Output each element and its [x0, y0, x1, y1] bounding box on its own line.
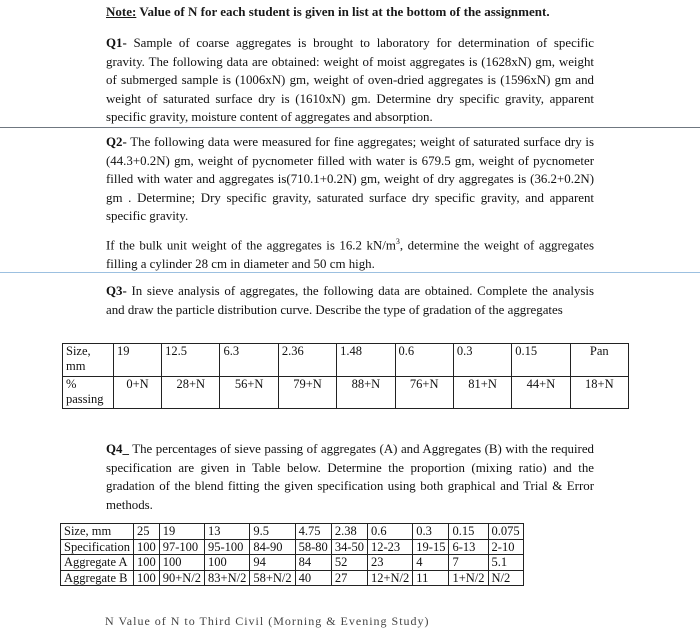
mix-table — [60, 523, 524, 586]
q4-label: Q4_ — [106, 442, 129, 456]
mix-cell: 95-100 — [205, 539, 250, 555]
mix-row-aggregate-a — [61, 555, 524, 571]
sieve-passing-cell: 0+N — [114, 377, 162, 409]
mix-cell: 4 — [413, 555, 449, 571]
mix-cell: 58+N/2 — [250, 570, 295, 586]
q2b-superscript: 3 — [395, 237, 400, 246]
mix-cell: 13 — [205, 524, 250, 540]
question-4 — [106, 440, 594, 514]
assignment-note — [106, 4, 550, 20]
mix-cell: 1+N/2 — [449, 570, 488, 586]
mix-cell: 40 — [295, 570, 331, 586]
sieve-size-cell: 1.48 — [337, 344, 395, 377]
mix-cell: 100 — [159, 555, 204, 571]
sieve-passing-cell: 79+N — [278, 377, 336, 409]
mix-cell: 84 — [295, 555, 331, 571]
question-2 — [106, 133, 594, 226]
mix-row-specification — [61, 539, 524, 555]
mix-cell: 83+N/2 — [205, 570, 250, 586]
question-2-part-b — [106, 233, 594, 273]
mix-cell: 12-23 — [367, 539, 412, 555]
mix-cell: 58-80 — [295, 539, 331, 555]
mix-cell: 100 — [133, 570, 159, 586]
sieve-size-cell: 2.36 — [278, 344, 336, 377]
mix-cell: 12+N/2 — [367, 570, 412, 586]
question-1 — [106, 34, 594, 127]
q3-label: Q3- — [106, 284, 127, 298]
mix-cell: 6-13 — [449, 539, 488, 555]
mix-cell: 97-100 — [159, 539, 204, 555]
mix-cell: 4.75 — [295, 524, 331, 540]
divider-1 — [0, 127, 700, 128]
mix-cell: 90+N/2 — [159, 570, 204, 586]
note-label: Note: — [106, 4, 137, 19]
mix-row-label: Size, mm — [61, 524, 134, 540]
sieve-passing-cell: 28+N — [162, 377, 220, 409]
sieve-passing-row — [63, 377, 629, 409]
q2-label: Q2- — [106, 135, 127, 149]
sieve-passing-cell: 76+N — [395, 377, 453, 409]
mix-row-label: Aggregate B — [61, 570, 134, 586]
mix-cell: 5.1 — [488, 555, 523, 571]
sieve-size-cell: 0.6 — [395, 344, 453, 377]
sieve-size-row — [63, 344, 629, 377]
mix-cell: N/2 — [488, 570, 523, 586]
q2-text: The following data were measured for fine aggregates; weight of saturated surface dry is (44.3+0.2N) gm, weight of pycnometer filled with water is 679.5 gm, weight of pycnometer filled with water and aggregates is(710.1+0.2N) gm, weight of dry aggregates is (36.2+0.2N) gm . Determine; Dry specific gravity, saturated surface dry specific gravity, and apparent specific gravity. — [106, 135, 594, 224]
mix-row-aggregate-b — [61, 570, 524, 586]
mix-cell: 100 — [205, 555, 250, 571]
sieve-size-cell: 12.5 — [162, 344, 220, 377]
sieve-size-cell: 0.3 — [453, 344, 511, 377]
sieve-passing-cell: 18+N — [570, 377, 628, 409]
mix-cell: 19-15 — [413, 539, 449, 555]
mix-cell: 34-50 — [331, 539, 367, 555]
mix-cell: 84-90 — [250, 539, 295, 555]
q2b-text-pre: If the bulk unit weight of the aggregates is 16.2 kN/m — [106, 238, 396, 253]
q4-text: The percentages of sieve passing of aggregates (A) and Aggregates (B) with the required specification are given in Table below. Determine the proportion (mixing ratio) and the gradation of the blend fitting the given specification using both graphical and Trial & Error methods. — [106, 442, 594, 512]
divider-2 — [0, 272, 700, 273]
sieve-size-cell: 19 — [114, 344, 162, 377]
mix-cell: 0.075 — [488, 524, 523, 540]
q2b-text-post: , determine the weight of aggregates filling a cylinder 28 cm in diameter and 50 cm high. — [106, 238, 594, 271]
mix-row-label: Specification — [61, 539, 134, 555]
mix-cell: 11 — [413, 570, 449, 586]
mix-cell: 0.3 — [413, 524, 449, 540]
mix-cell: 25 — [133, 524, 159, 540]
mix-cell: 27 — [331, 570, 367, 586]
mix-cell: 0.6 — [367, 524, 412, 540]
mix-cell: 7 — [449, 555, 488, 571]
mix-cell: 94 — [250, 555, 295, 571]
question-3 — [106, 282, 594, 319]
mix-cell: 0.15 — [449, 524, 488, 540]
note-text: Value of N for each student is given in list at the bottom of the assignment. — [136, 4, 550, 19]
q1-label: Q1- — [106, 36, 127, 50]
mix-cell: 23 — [367, 555, 412, 571]
mix-cell: 100 — [133, 555, 159, 571]
sieve-passing-cell: 56+N — [220, 377, 278, 409]
sieve-size-label: Size, mm — [63, 344, 114, 377]
mix-cell: 2-10 — [488, 539, 523, 555]
mix-cell: 100 — [133, 539, 159, 555]
q3-text: In sieve analysis of aggregates, the following data are obtained. Complete the analysis and draw the particle distribution curve. Describe the type of gradation of the aggregates — [106, 284, 594, 317]
sieve-passing-cell: 81+N — [453, 377, 511, 409]
sieve-passing-label: % passing — [63, 377, 114, 409]
sieve-size-cell: 0.15 — [512, 344, 570, 377]
sieve-passing-cell: 44+N — [512, 377, 570, 409]
mix-row-label: Aggregate A — [61, 555, 134, 571]
mix-cell: 2.38 — [331, 524, 367, 540]
sieve-size-cell: Pan — [570, 344, 628, 377]
sieve-size-cell: 6.3 — [220, 344, 278, 377]
mix-cell: 19 — [159, 524, 204, 540]
mix-row-size — [61, 524, 524, 540]
sieve-table — [62, 343, 629, 409]
cut-off-next-line: N Value of N to Third Civil (Morning & Evening Study) — [105, 614, 430, 628]
sieve-passing-cell: 88+N — [337, 377, 395, 409]
q1-text: Sample of coarse aggregates is brought to laboratory for determination of specific gravity. The following data are obtained: weight of moist aggregates is (1628xN) gm, weight of submerged sample is (1006xN) gm, weight of oven-dried aggregates is (1596xN) gm and weight of saturated surface dry is (1610xN) gm. Determine dry specific gravity, apparent specific gravity, moisture content of aggregates and absorption. — [106, 36, 594, 125]
mix-cell: 52 — [331, 555, 367, 571]
mix-cell: 9.5 — [250, 524, 295, 540]
